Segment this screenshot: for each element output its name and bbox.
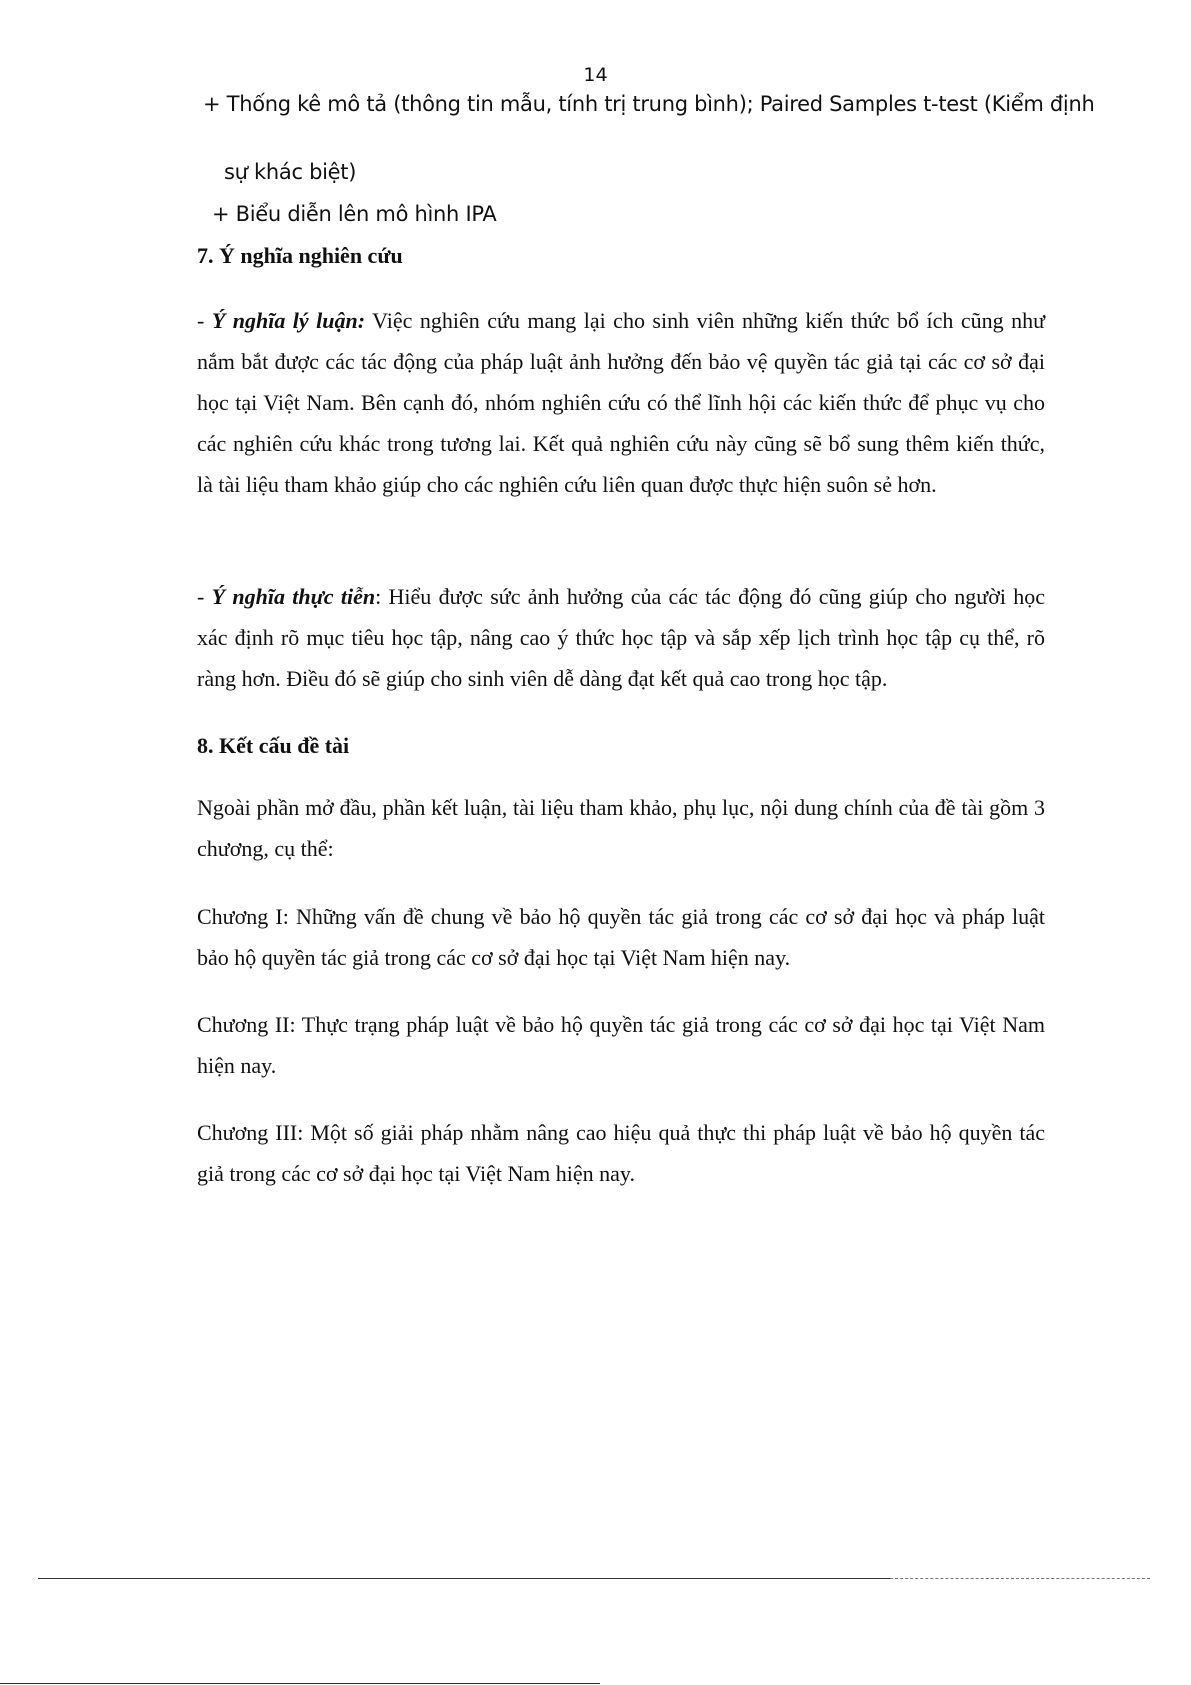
footer-rule-dashed xyxy=(890,1578,1150,1579)
list-item-ipa-model: + Biểu diễn lên mô hình IPA xyxy=(212,202,497,226)
dash-marker: - xyxy=(197,584,212,609)
bottom-rule xyxy=(0,1683,600,1684)
page-number: 14 xyxy=(583,64,608,86)
section-8-heading: 8. Kết cấu đề tài xyxy=(197,733,350,758)
text-theoretical-significance: Việc nghiên cứu mang lại cho sinh viên những kiến thức bổ ích cũng như nắm bắt được các tác động của pháp luật ảnh hưởng đến bảo vệ quyền tác giả tại các cơ sở đại học tại Việt Nam. Bên cạnh đó, nhóm nghiên cứu có thể lĩnh hội các kiến thức để phục vụ cho các nghiên cứu khác trong tương lai. Kết quả nghiên cứu này cũng sẽ bổ sung thêm kiến thức, là tài liệu tham khảo giúp cho các nghiên cứu liên quan được thực hiện suôn sẻ hơn. xyxy=(197,308,1045,497)
paragraph-theoretical-significance xyxy=(197,300,1045,505)
dash-marker: - xyxy=(197,308,212,333)
paragraph-practical-significance xyxy=(197,576,1045,699)
paragraph-chapter-1: Chương I: Những vấn đề chung về bảo hộ quyền tác giả trong các cơ sở đại học và pháp luật bảo hộ quyền tác giả trong các cơ sở đại học tại Việt Nam hiện nay. xyxy=(197,904,1045,970)
footer-rule xyxy=(38,1578,890,1579)
label-theoretical-significance: Ý nghĩa lý luận: xyxy=(211,308,366,333)
label-practical-significance: Ý nghĩa thực tiễn xyxy=(211,584,376,609)
paragraph-chapter-2: Chương II: Thực trạng pháp luật về bảo hộ quyền tác giả trong các cơ sở đại học tại Việt Nam hiện nay. xyxy=(197,1012,1045,1078)
text-practical-significance: : Hiểu được sức ảnh hưởng của các tác động đó cũng giúp cho người học xác định rõ mục tiêu học tập, nâng cao ý thức học tập và sắp xếp lịch trình học tập cụ thể, rõ ràng hơn. Điều đó sẽ giúp cho sinh viên dễ dàng đạt kết quả cao trong học tập. xyxy=(197,584,1046,691)
list-item-descriptive-stats-continued: sự khác biệt) xyxy=(224,160,357,184)
list-item-descriptive-stats: + Thống kê mô tả (thông tin mẫu, tính trị trung bình); Paired Samples t-test (Kiểm định xyxy=(203,92,1095,116)
paragraph-chapter-3: Chương III: Một số giải pháp nhằm nâng cao hiệu quả thực thi pháp luật về bảo hộ quyền tác giả trong các cơ sở đại học tại Việt Nam hiện nay. xyxy=(197,1120,1045,1186)
section-7-heading: 7. Ý nghĩa nghiên cứu xyxy=(197,243,403,268)
paragraph-structure-intro: Ngoài phần mở đầu, phần kết luận, tài liệu tham khảo, phụ lục, nội dung chính của đề tài gồm 3 chương, cụ thể: xyxy=(197,795,1045,861)
